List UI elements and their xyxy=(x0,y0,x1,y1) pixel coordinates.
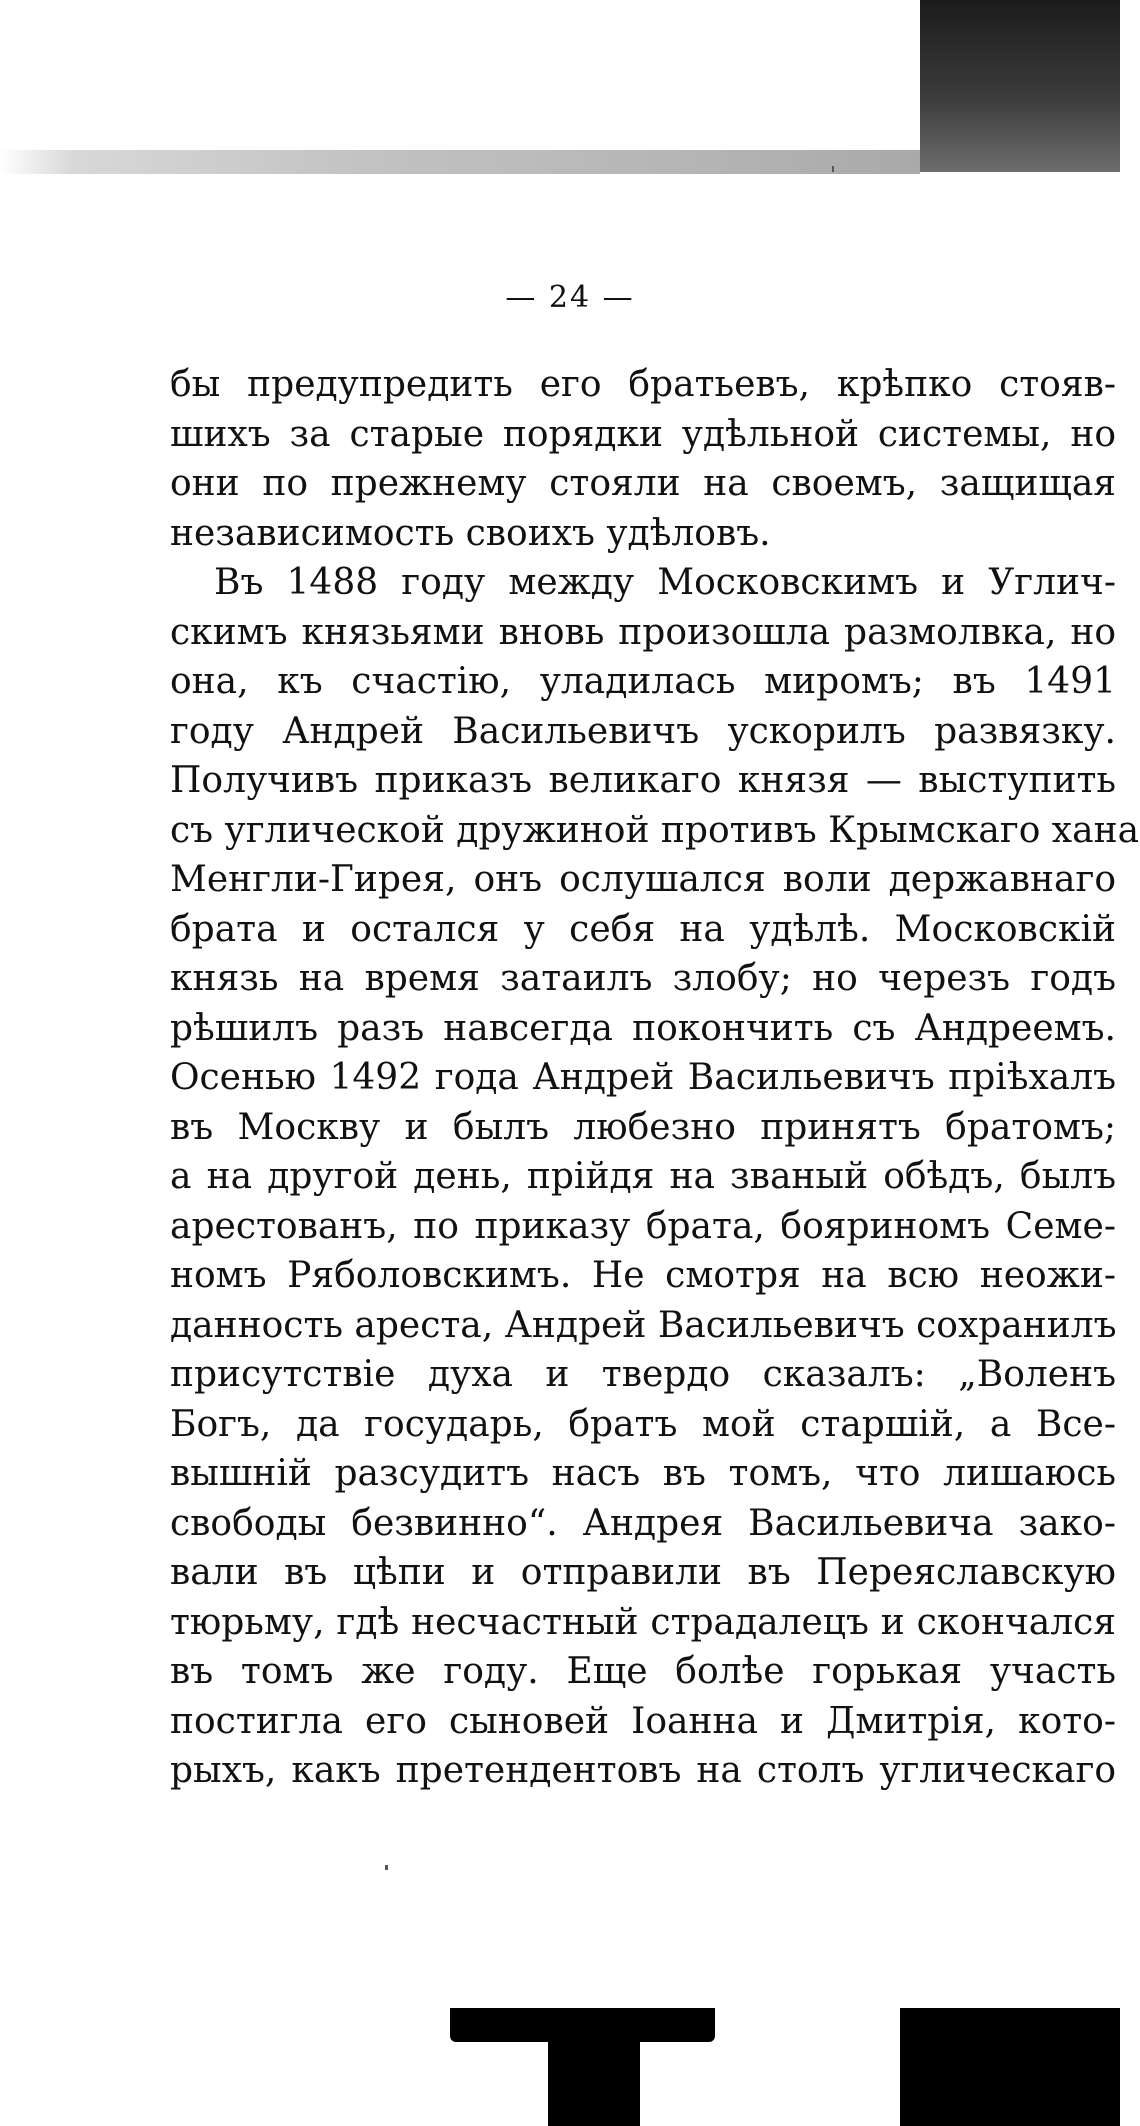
text-line: вали въ цѣпи и отправили въ Переяславскую xyxy=(170,1552,1116,1593)
text-line: свободы безвинно“. Андрея Васильевича зако- xyxy=(170,1502,1116,1544)
text-line: номъ Ряболовскимъ. Не смотря на всю неожи- xyxy=(170,1255,1116,1296)
scan-bottom-shadow xyxy=(548,2040,640,2126)
text-line: въ Москву и былъ любезно принятъ братомъ; xyxy=(170,1106,1116,1148)
page-number: — 24 — xyxy=(505,280,635,315)
text-line: они по прежнему стояли на своемъ, защищая xyxy=(170,463,1116,504)
scan-speck xyxy=(832,166,834,172)
scan-edge-shadow xyxy=(0,150,920,174)
text-line: брата и остался у себя на удѣлѣ. Московскiй xyxy=(170,908,1116,950)
scan-bottom-corner-shadow xyxy=(900,2008,1120,2126)
text-line: рыхъ, какъ претендентовъ на столъ углическаго xyxy=(170,1750,1116,1791)
text-line: она, къ счастiю, уладилась миромъ; въ 1491 xyxy=(170,661,1116,702)
text-line: вышнiй разсудитъ насъ въ томъ, что лишаюсь xyxy=(170,1453,1116,1494)
text-line: тюрьму, гдѣ несчастный страдалецъ и скончался xyxy=(170,1601,1116,1643)
text-line: году Андрей Васильевичъ ускорилъ развязку. xyxy=(170,710,1116,752)
scan-bottom-shadow xyxy=(450,2008,715,2042)
text-line: присутствiе духа и твердо сказалъ: „Воленъ xyxy=(170,1354,1116,1395)
body-text xyxy=(170,360,1140,1796)
text-line: рѣшилъ разъ навсегда покончить съ Андреемъ. xyxy=(170,1007,1116,1049)
text-line: шихъ за старые порядки удѣльной системы, но xyxy=(170,413,1116,455)
text-line: постигла его сыновей Iоанна и Дмитрiя, кото- xyxy=(170,1700,1116,1742)
text-line: данность ареста, Андрей Васильевичъ сохранилъ xyxy=(170,1304,1117,1346)
text-line: въ томъ же году. Еще болѣе горькая участь xyxy=(170,1651,1116,1692)
text-line: Осенью 1492 года Андрей Васильевичъ прiѣхалъ xyxy=(170,1057,1116,1098)
text-line: арестованъ, по приказу брата, бояриномъ Семе- xyxy=(170,1205,1116,1247)
text-line: бы предупредить его братьевъ, крѣпко стояв- xyxy=(170,364,1116,405)
text-line: Богъ, да государь, братъ мой старшiй, а Все- xyxy=(170,1403,1116,1445)
text-line: Менгли-Гирея, онъ ослушался воли державнаго xyxy=(170,859,1116,900)
text-line: Получивъ приказъ великаго князя — выступить xyxy=(170,760,1116,801)
text-line: Въ 1488 году между Московскимъ и Углич- xyxy=(214,562,1116,603)
scan-corner-shadow xyxy=(920,0,1120,172)
text-line: а на другой день, прiйдя на званый обѣдъ, былъ xyxy=(170,1156,1116,1197)
text-line: независимость своихъ удѣловъ. xyxy=(170,512,771,554)
text-line: скимъ князьями вновь произошла размолвка, но xyxy=(170,611,1116,653)
text-line: съ углической дружиной противъ Крымскаго хана xyxy=(170,809,1140,851)
scan-speck xyxy=(385,1865,388,1870)
text-line: князь на время затаилъ злобу; но черезъ годъ xyxy=(170,958,1116,999)
